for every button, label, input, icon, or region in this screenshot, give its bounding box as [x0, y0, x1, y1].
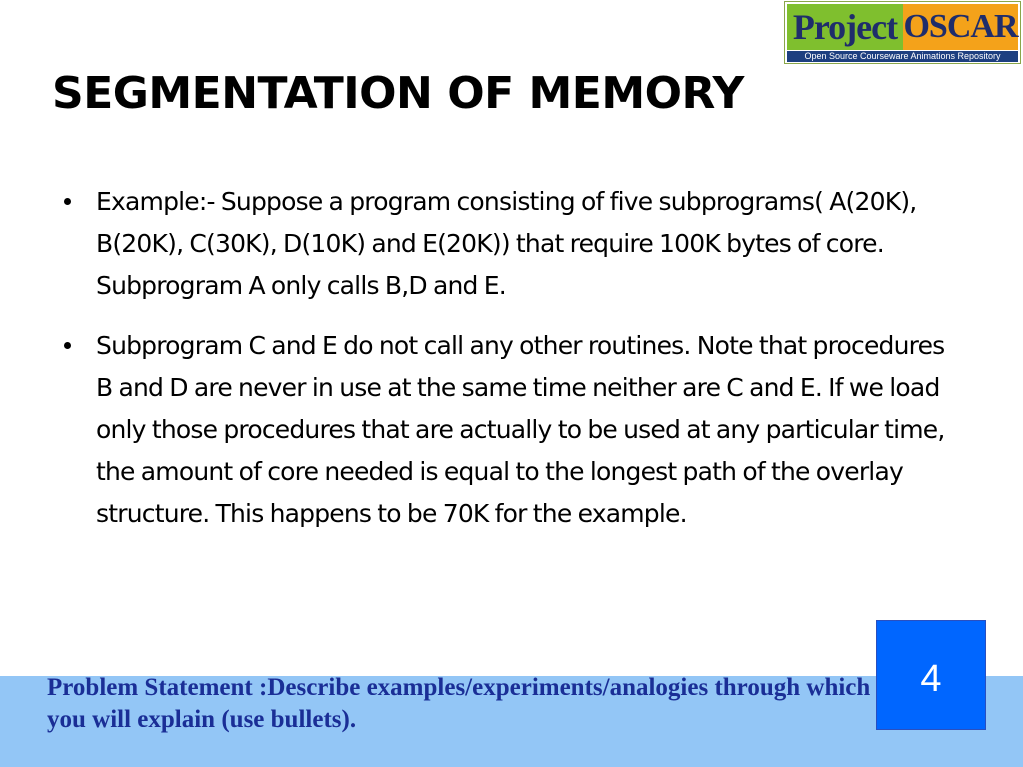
- logo-wordmark: [787, 4, 1018, 50]
- slide-title: SEGMENTATION OF MEMORY: [52, 68, 744, 119]
- logo-project-text: Project: [787, 4, 903, 50]
- bullet-item: [60, 181, 960, 307]
- bullet-text: Example:- Suppose a program consisting of five subprograms( A(20K), B(20K), C(30K), D(10K) and E(20K)) that require 100K bytes of core. Subprogram A only calls B,D and E.: [96, 187, 917, 300]
- bullet-dot-icon: [64, 342, 71, 349]
- logo-tagline: Open Source Courseware Animations Repository: [787, 51, 1018, 62]
- bullet-text: Subprogram C and E do not call any other routines. Note that procedures B and D are never in use at the same time neither are C and E. If we load only those procedures that are actually to be used at any particular time, the amount of core needed is equal to the longest path of the overlay structure. This happens to be 70K for the example.: [96, 331, 945, 528]
- bullet-item: [60, 325, 960, 535]
- project-oscar-logo: [784, 1, 1021, 64]
- problem-statement: Problem Statement :Describe examples/experiments/analogies through which you will explain (use bullets).: [47, 674, 871, 733]
- bullet-dot-icon: [64, 198, 71, 205]
- bullet-list: [60, 181, 960, 553]
- logo-oscar-text: OSCAR: [903, 4, 1018, 50]
- slide-number-badge: 4: [876, 620, 986, 730]
